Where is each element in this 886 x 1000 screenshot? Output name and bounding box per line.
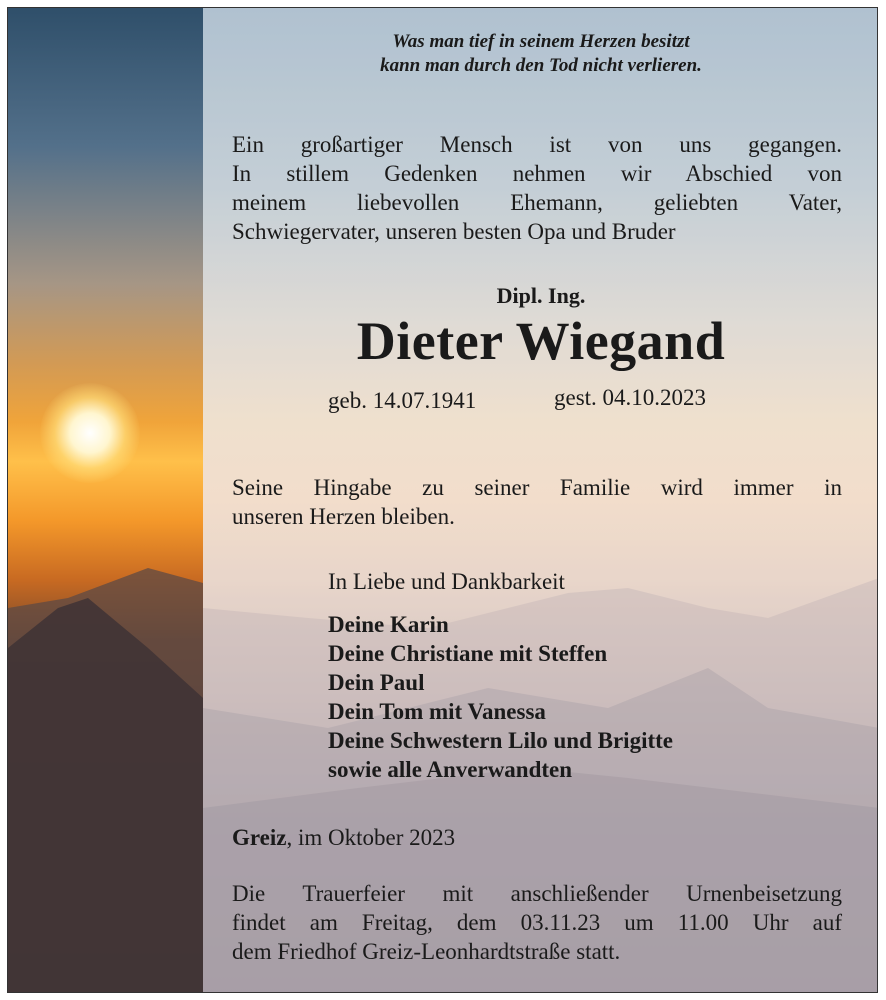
mourner-name: Dein Paul <box>328 670 425 695</box>
funeral-line-2: findet am Freitag, dem 03.11.23 um 11.00 Uhr auf <box>232 910 842 935</box>
tribute-line-1: Seine Hingabe zu seiner Familie wird immer in <box>232 475 842 500</box>
mourner-name: Dein Tom mit Vanessa <box>328 699 546 724</box>
intro-line-4: Schwiegervater, unseren besten Opa und Bruder <box>232 219 676 244</box>
mourner-name: Deine Karin <box>328 612 449 637</box>
motto-line-1: Was man tief in seinem Herzen besitzt <box>392 31 690 52</box>
mourner-name: Deine Christiane mit Steffen <box>328 641 608 666</box>
death-date: gest. 04.10.2023 <box>554 385 707 410</box>
funeral-line-1: Die Trauerfeier mit anschließender Urnenbeisetzung <box>232 881 842 906</box>
intro-line-1: Ein großartiger Mensch ist von uns gegangen. <box>232 132 842 157</box>
intro-line-2: In stillem Gedenken nehmen wir Abschied von <box>232 161 842 186</box>
mourner-name: sowie alle Anverwandten <box>328 757 573 782</box>
tribute-line-2: unseren Herzen bleiben. <box>232 504 455 529</box>
birth-date: geb. 14.07.1941 <box>328 388 477 413</box>
funeral-line-3: dem Friedhof Greiz-Leonhardtstraße statt. <box>232 939 621 964</box>
academic-title: Dipl. Ing. <box>496 283 586 308</box>
intro-line-3: meinem liebevollen Ehemann, geliebten Vater, <box>232 190 842 215</box>
place-date-line <box>232 825 455 851</box>
place-date: , im Oktober 2023 <box>286 825 456 850</box>
motto-line-2: kann man durch den Tod nicht verlieren. <box>380 55 702 76</box>
mourner-name: Deine Schwestern Lilo und Brigitte <box>328 728 673 753</box>
place-city: Greiz <box>232 825 287 850</box>
obituary-notice <box>7 7 878 993</box>
mourners-intro: In Liebe und Dankbarkeit <box>328 569 565 594</box>
deceased-name: Dieter Wiegand <box>356 311 726 371</box>
